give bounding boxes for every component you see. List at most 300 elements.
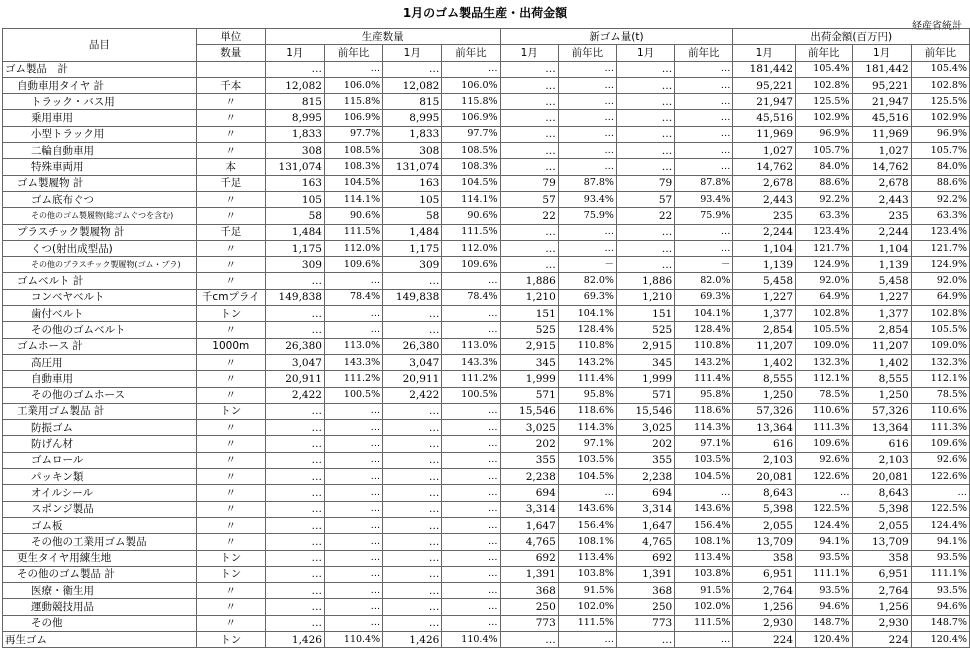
- row-item-name: ゴム製履物 計: [3, 175, 197, 191]
- value-cell: 1,391: [616, 566, 674, 582]
- yoy-cell: 94.6%: [911, 599, 969, 615]
- value-cell: 773: [500, 615, 558, 631]
- row-item-name: その他のプラスチック製履物(ゴム・プラ): [3, 257, 197, 273]
- yoy-cell: 111.2%: [324, 371, 382, 387]
- value-cell: …: [265, 322, 324, 338]
- yoy-cell: 128.4%: [675, 322, 733, 338]
- value-cell: 815: [383, 94, 442, 110]
- value-cell: 1,250: [733, 387, 796, 403]
- row-item-name: 小型トラック用: [3, 126, 197, 142]
- yoy-cell: 105.7%: [911, 143, 969, 159]
- yoy-cell: …: [324, 566, 382, 582]
- yoy-cell: 123.4%: [796, 224, 852, 240]
- yoy-cell: 94.6%: [796, 599, 852, 615]
- yoy-cell: 105.5%: [911, 322, 969, 338]
- value-cell: 1,391: [500, 566, 558, 582]
- yoy-cell: 93.4%: [675, 191, 733, 207]
- table-row: [3, 94, 970, 110]
- row-unit: 〃: [196, 126, 265, 142]
- row-unit: 〃: [196, 452, 265, 468]
- table-row: [3, 631, 970, 647]
- yoy-cell: 110.6%: [911, 403, 969, 419]
- value-cell: 163: [383, 175, 442, 191]
- yoy-cell: 106.9%: [442, 110, 500, 126]
- value-cell: 151: [616, 306, 674, 322]
- value-cell: 13,709: [733, 534, 796, 550]
- yoy-cell: …: [442, 322, 500, 338]
- value-cell: 22: [500, 208, 558, 224]
- value-cell: …: [616, 126, 674, 142]
- value-cell: …: [265, 403, 324, 419]
- row-item-name: 乗用車用: [3, 110, 197, 126]
- value-cell: 163: [265, 175, 324, 191]
- value-cell: 181,442: [733, 61, 796, 77]
- yoy-cell: …: [442, 273, 500, 289]
- table-row: [3, 583, 970, 599]
- row-unit: 千本: [196, 77, 265, 93]
- yoy-cell: 102.8%: [911, 77, 969, 93]
- value-cell: 1,250: [852, 387, 911, 403]
- yoy-cell: 109.6%: [324, 257, 382, 273]
- value-cell: 1,426: [383, 631, 442, 647]
- value-cell: …: [265, 61, 324, 77]
- value-cell: 3,047: [265, 354, 324, 370]
- yoy-cell: 156.4%: [558, 517, 616, 533]
- row-unit: 千足: [196, 175, 265, 191]
- yoy-cell: －: [675, 257, 733, 273]
- yoy-cell: …: [324, 273, 382, 289]
- value-cell: 1,104: [852, 240, 911, 256]
- yoy-cell: …: [442, 534, 500, 550]
- yoy-cell: 122.6%: [796, 469, 852, 485]
- table-row: [3, 224, 970, 240]
- value-cell: 45,516: [733, 110, 796, 126]
- yoy-cell: 93.4%: [558, 191, 616, 207]
- value-cell: …: [616, 159, 674, 175]
- value-cell: 131,074: [383, 159, 442, 175]
- value-cell: 3,047: [383, 354, 442, 370]
- row-item-name: その他: [3, 615, 197, 631]
- value-cell: …: [383, 615, 442, 631]
- yoy-cell: …: [442, 306, 500, 322]
- yoy-cell: …: [796, 485, 852, 501]
- value-cell: 4,765: [616, 534, 674, 550]
- subheader-cell: 前年比: [675, 45, 733, 61]
- yoy-cell: 90.6%: [324, 208, 382, 224]
- yoy-cell: 112.0%: [442, 240, 500, 256]
- table-row: [3, 371, 970, 387]
- yoy-cell: 156.4%: [675, 517, 733, 533]
- yoy-cell: …: [675, 159, 733, 175]
- row-item-name: パッキン類: [3, 469, 197, 485]
- yoy-cell: …: [675, 126, 733, 142]
- yoy-cell: 82.0%: [675, 273, 733, 289]
- value-cell: 2,238: [616, 469, 674, 485]
- value-cell: 57: [500, 191, 558, 207]
- yoy-cell: 111.4%: [675, 371, 733, 387]
- yoy-cell: …: [442, 420, 500, 436]
- value-cell: 20,911: [265, 371, 324, 387]
- value-cell: 26,380: [265, 338, 324, 354]
- row-unit: 〃: [196, 94, 265, 110]
- yoy-cell: 125.5%: [796, 94, 852, 110]
- yoy-cell: 104.5%: [324, 175, 382, 191]
- yoy-cell: 143.2%: [558, 354, 616, 370]
- value-cell: …: [383, 420, 442, 436]
- yoy-cell: 143.6%: [558, 501, 616, 517]
- value-cell: 692: [616, 550, 674, 566]
- yoy-cell: 128.4%: [558, 322, 616, 338]
- yoy-cell: 93.5%: [796, 583, 852, 599]
- yoy-cell: 78.4%: [442, 289, 500, 305]
- row-item-name: 歯付ベルト: [3, 306, 197, 322]
- yoy-cell: …: [324, 420, 382, 436]
- header-production: 生産数量: [265, 29, 500, 45]
- value-cell: 58: [383, 208, 442, 224]
- yoy-cell: 102.8%: [796, 306, 852, 322]
- table-row: [3, 338, 970, 354]
- yoy-cell: 92.0%: [796, 273, 852, 289]
- row-unit: 〃: [196, 387, 265, 403]
- value-cell: 224: [852, 631, 911, 647]
- yoy-cell: 112.1%: [911, 371, 969, 387]
- yoy-cell: 124.4%: [796, 517, 852, 533]
- yoy-cell: 110.8%: [558, 338, 616, 354]
- yoy-cell: 148.7%: [911, 615, 969, 631]
- yoy-cell: 124.9%: [911, 257, 969, 273]
- yoy-cell: 102.0%: [558, 599, 616, 615]
- yoy-cell: 123.4%: [911, 224, 969, 240]
- value-cell: …: [616, 143, 674, 159]
- value-cell: 694: [616, 485, 674, 501]
- yoy-cell: 118.6%: [558, 403, 616, 419]
- value-cell: 1,833: [383, 126, 442, 142]
- row-unit: トン: [196, 631, 265, 647]
- yoy-cell: 110.6%: [796, 403, 852, 419]
- table-row: [3, 208, 970, 224]
- yoy-cell: …: [324, 306, 382, 322]
- yoy-cell: 111.1%: [911, 566, 969, 582]
- yoy-cell: …: [442, 566, 500, 582]
- value-cell: …: [383, 306, 442, 322]
- table-row: [3, 257, 970, 273]
- subheader-cell: 前年比: [796, 45, 852, 61]
- table-row: [3, 534, 970, 550]
- row-unit: 〃: [196, 273, 265, 289]
- yoy-cell: …: [442, 599, 500, 615]
- value-cell: 2,764: [852, 583, 911, 599]
- yoy-cell: …: [558, 77, 616, 93]
- yoy-cell: 113.0%: [442, 338, 500, 354]
- value-cell: 694: [500, 485, 558, 501]
- value-cell: 79: [616, 175, 674, 191]
- header-new-rubber: 新ゴム量(t): [500, 29, 733, 45]
- table-row: [3, 403, 970, 419]
- yoy-cell: 102.9%: [796, 110, 852, 126]
- value-cell: …: [265, 306, 324, 322]
- table-row: [3, 191, 970, 207]
- value-cell: 358: [852, 550, 911, 566]
- yoy-cell: 78.4%: [324, 289, 382, 305]
- yoy-cell: 104.5%: [675, 469, 733, 485]
- row-item-name: 工業用ゴム製品 計: [3, 403, 197, 419]
- value-cell: 2,238: [500, 469, 558, 485]
- value-cell: 2,678: [852, 175, 911, 191]
- table-row: [3, 61, 970, 77]
- row-item-name: くつ(射出成型品): [3, 240, 197, 256]
- yoy-cell: 121.7%: [911, 240, 969, 256]
- value-cell: 2,854: [852, 322, 911, 338]
- table-row: [3, 501, 970, 517]
- value-cell: 20,911: [383, 371, 442, 387]
- value-cell: 2,443: [852, 191, 911, 207]
- yoy-cell: …: [442, 550, 500, 566]
- value-cell: 1,027: [852, 143, 911, 159]
- value-cell: 2,244: [733, 224, 796, 240]
- yoy-cell: 122.5%: [911, 501, 969, 517]
- value-cell: 308: [383, 143, 442, 159]
- row-item-name: その他の工業用ゴム製品: [3, 534, 197, 550]
- yoy-cell: 106.0%: [324, 77, 382, 93]
- yoy-cell: 102.9%: [911, 110, 969, 126]
- value-cell: …: [383, 452, 442, 468]
- table-row: [3, 566, 970, 582]
- yoy-cell: …: [442, 469, 500, 485]
- row-unit: 〃: [196, 143, 265, 159]
- yoy-cell: 106.0%: [442, 77, 500, 93]
- value-cell: 15,546: [616, 403, 674, 419]
- yoy-cell: 91.5%: [558, 583, 616, 599]
- value-cell: 1,175: [383, 240, 442, 256]
- row-item-name: 医療・衛生用: [3, 583, 197, 599]
- yoy-cell: 104.5%: [442, 175, 500, 191]
- yoy-cell: 97.1%: [558, 436, 616, 452]
- row-unit: 〃: [196, 371, 265, 387]
- row-item-name: 防振ゴム: [3, 420, 197, 436]
- value-cell: 1,886: [500, 273, 558, 289]
- value-cell: 2,244: [852, 224, 911, 240]
- yoy-cell: 78.5%: [911, 387, 969, 403]
- value-cell: …: [383, 403, 442, 419]
- yoy-cell: 93.5%: [796, 550, 852, 566]
- row-unit: 〃: [196, 354, 265, 370]
- table-row: [3, 159, 970, 175]
- value-cell: 1,227: [852, 289, 911, 305]
- header-shipment: 出荷金額(百万円): [733, 29, 970, 45]
- yoy-cell: …: [442, 517, 500, 533]
- row-unit: 〃: [196, 191, 265, 207]
- row-item-name: ゴムホース 計: [3, 338, 197, 354]
- table-row: [3, 387, 970, 403]
- value-cell: …: [265, 550, 324, 566]
- yoy-cell: …: [675, 631, 733, 647]
- yoy-cell: 108.5%: [442, 143, 500, 159]
- value-cell: 131,074: [265, 159, 324, 175]
- value-cell: 26,380: [383, 338, 442, 354]
- value-cell: …: [265, 436, 324, 452]
- yoy-cell: …: [442, 436, 500, 452]
- value-cell: 773: [616, 615, 674, 631]
- value-cell: …: [500, 126, 558, 142]
- value-cell: 11,207: [733, 338, 796, 354]
- yoy-cell: 95.8%: [675, 387, 733, 403]
- yoy-cell: 111.1%: [796, 566, 852, 582]
- yoy-cell: …: [558, 126, 616, 142]
- row-item-name: ゴムベルト 計: [3, 273, 197, 289]
- subheader-cell: 1月: [383, 45, 442, 61]
- value-cell: 79: [500, 175, 558, 191]
- yoy-cell: 143.6%: [675, 501, 733, 517]
- value-cell: 2,103: [733, 452, 796, 468]
- value-cell: 571: [616, 387, 674, 403]
- row-item-name: 二輪自動車用: [3, 143, 197, 159]
- value-cell: …: [265, 501, 324, 517]
- value-cell: 235: [733, 208, 796, 224]
- value-cell: 149,838: [265, 289, 324, 305]
- row-unit: 〃: [196, 583, 265, 599]
- value-cell: 235: [852, 208, 911, 224]
- yoy-cell: 87.8%: [675, 175, 733, 191]
- yoy-cell: 108.1%: [558, 534, 616, 550]
- yoy-cell: 132.3%: [796, 354, 852, 370]
- yoy-cell: 114.3%: [675, 420, 733, 436]
- yoy-cell: 110.8%: [675, 338, 733, 354]
- yoy-cell: 118.6%: [675, 403, 733, 419]
- yoy-cell: 122.5%: [796, 501, 852, 517]
- table-body: [3, 61, 970, 648]
- header-item: 品目: [3, 29, 197, 62]
- value-cell: 345: [500, 354, 558, 370]
- yoy-cell: …: [558, 631, 616, 647]
- yoy-cell: 104.5%: [558, 469, 616, 485]
- row-unit: [196, 61, 265, 77]
- value-cell: 202: [500, 436, 558, 452]
- yoy-cell: …: [675, 110, 733, 126]
- yoy-cell: 115.8%: [442, 94, 500, 110]
- row-item-name: プラスチック製履物 計: [3, 224, 197, 240]
- value-cell: 250: [616, 599, 674, 615]
- value-cell: 1,210: [500, 289, 558, 305]
- yoy-cell: …: [558, 94, 616, 110]
- rubber-products-table: [2, 28, 970, 648]
- value-cell: 45,516: [852, 110, 911, 126]
- yoy-cell: 111.5%: [675, 615, 733, 631]
- yoy-cell: …: [675, 224, 733, 240]
- yoy-cell: 92.2%: [796, 191, 852, 207]
- yoy-cell: …: [324, 61, 382, 77]
- yoy-cell: 114.3%: [558, 420, 616, 436]
- row-item-name: 自動車用: [3, 371, 197, 387]
- yoy-cell: 93.5%: [911, 550, 969, 566]
- yoy-cell: …: [675, 94, 733, 110]
- value-cell: 368: [616, 583, 674, 599]
- value-cell: 2,055: [733, 517, 796, 533]
- table-row: [3, 322, 970, 338]
- value-cell: …: [500, 77, 558, 93]
- yoy-cell: …: [675, 143, 733, 159]
- yoy-cell: 111.5%: [442, 224, 500, 240]
- yoy-cell: 121.7%: [796, 240, 852, 256]
- yoy-cell: 64.9%: [911, 289, 969, 305]
- value-cell: …: [383, 273, 442, 289]
- value-cell: 2,422: [265, 387, 324, 403]
- value-cell: 616: [733, 436, 796, 452]
- row-item-name: 更生タイヤ用練生地: [3, 550, 197, 566]
- value-cell: 14,762: [733, 159, 796, 175]
- value-cell: …: [265, 534, 324, 550]
- yoy-cell: 113.4%: [558, 550, 616, 566]
- value-cell: 1,175: [265, 240, 324, 256]
- yoy-cell: 113.0%: [324, 338, 382, 354]
- subheader-cell: 前年比: [324, 45, 382, 61]
- value-cell: 358: [733, 550, 796, 566]
- value-cell: …: [616, 61, 674, 77]
- row-unit: 〃: [196, 485, 265, 501]
- value-cell: …: [265, 566, 324, 582]
- value-cell: 6,951: [733, 566, 796, 582]
- yoy-cell: 95.8%: [558, 387, 616, 403]
- yoy-cell: 143.3%: [324, 354, 382, 370]
- row-unit: トン: [196, 550, 265, 566]
- yoy-cell: …: [558, 485, 616, 501]
- yoy-cell: …: [324, 469, 382, 485]
- yoy-cell: …: [558, 143, 616, 159]
- value-cell: 5,398: [852, 501, 911, 517]
- yoy-cell: 82.0%: [558, 273, 616, 289]
- yoy-cell: 108.3%: [324, 159, 382, 175]
- yoy-cell: 108.1%: [675, 534, 733, 550]
- yoy-cell: …: [324, 550, 382, 566]
- value-cell: 525: [500, 322, 558, 338]
- yoy-cell: …: [442, 485, 500, 501]
- row-item-name: ゴム底布ぐつ: [3, 191, 197, 207]
- table-row: [3, 550, 970, 566]
- row-unit: トン: [196, 566, 265, 582]
- value-cell: …: [383, 583, 442, 599]
- yoy-cell: 69.3%: [675, 289, 733, 305]
- yoy-cell: 84.0%: [911, 159, 969, 175]
- yoy-cell: 109.6%: [911, 436, 969, 452]
- table-row: [3, 485, 970, 501]
- row-item-name: 再生ゴム: [3, 631, 197, 647]
- value-cell: …: [265, 469, 324, 485]
- value-cell: 1,210: [616, 289, 674, 305]
- value-cell: …: [265, 273, 324, 289]
- yoy-cell: 111.3%: [911, 420, 969, 436]
- value-cell: …: [616, 257, 674, 273]
- page-title: 1月のゴム製品生産・出荷金額: [402, 6, 568, 20]
- value-cell: 2,443: [733, 191, 796, 207]
- value-cell: …: [265, 517, 324, 533]
- yoy-cell: 102.8%: [796, 77, 852, 93]
- value-cell: 5,458: [733, 273, 796, 289]
- value-cell: …: [383, 534, 442, 550]
- value-cell: …: [265, 485, 324, 501]
- yoy-cell: …: [324, 436, 382, 452]
- row-unit: 〃: [196, 517, 265, 533]
- row-item-name: 防げん材: [3, 436, 197, 452]
- yoy-cell: 109.0%: [911, 338, 969, 354]
- row-unit: 千足: [196, 224, 265, 240]
- value-cell: …: [500, 257, 558, 273]
- subheader-cell: 前年比: [911, 45, 969, 61]
- table-row: [3, 615, 970, 631]
- value-cell: …: [383, 436, 442, 452]
- value-cell: 308: [265, 143, 324, 159]
- yoy-cell: 105.4%: [796, 61, 852, 77]
- subheader-cell: 1月: [500, 45, 558, 61]
- value-cell: 181,442: [852, 61, 911, 77]
